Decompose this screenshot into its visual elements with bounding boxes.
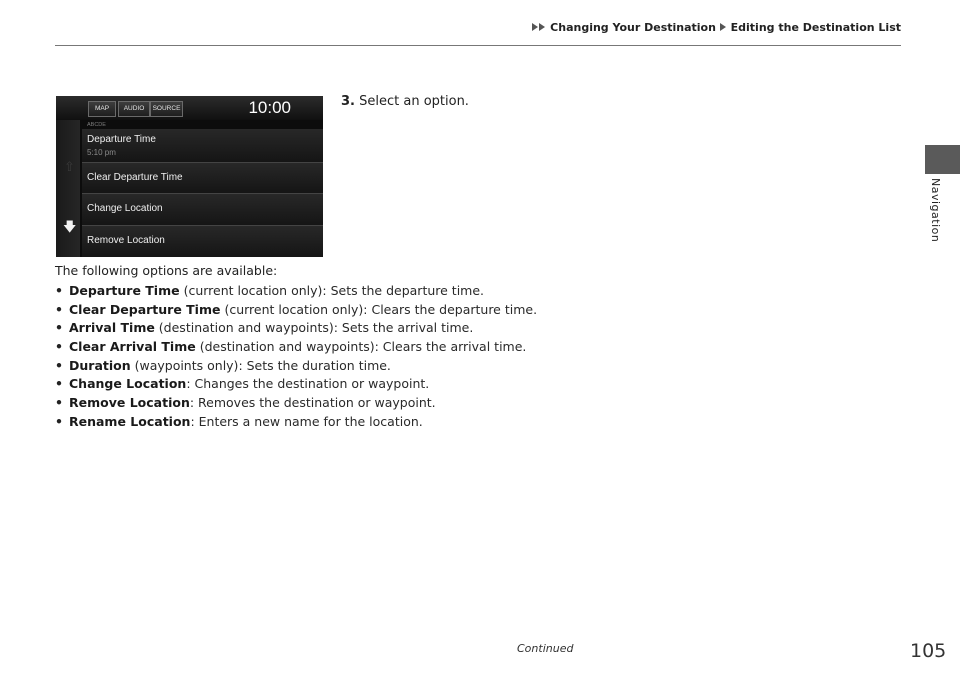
option-desc: (current location only): Clears the departure time. [220, 301, 538, 317]
option-remove-location[interactable] [82, 226, 323, 257]
option-term: Clear Departure Time [69, 301, 221, 317]
list-sublabel: ABCDE [87, 122, 106, 128]
option-term: Duration [69, 357, 131, 373]
step-instruction [341, 94, 469, 109]
step-number: 3. [341, 94, 355, 109]
option-term: Rename Location [69, 413, 191, 429]
bullet-icon: • [55, 357, 63, 373]
options-intro: The following options are available: [55, 263, 278, 278]
option-value: 5:10 pm [87, 148, 116, 157]
options-list [55, 282, 537, 432]
bullet-icon: • [55, 395, 63, 411]
scroll-down-arrow-icon[interactable]: 🡇 [63, 220, 77, 235]
screen-illustration [56, 96, 323, 257]
bullet-icon: • [55, 413, 63, 429]
option-clear-departure-time[interactable] [82, 163, 323, 194]
option-departure-time[interactable] [82, 129, 323, 163]
list-item [55, 338, 537, 357]
continued-label: Continued [517, 642, 574, 655]
bullet-icon: • [55, 301, 63, 317]
option-desc: (current location only): Sets the departure time. [179, 283, 485, 298]
option-change-location[interactable] [82, 194, 323, 226]
bullet-icon: • [55, 339, 63, 355]
list-item [55, 375, 537, 394]
list-item [55, 282, 537, 301]
option-desc: (destination and waypoints): Sets the arrival time. [154, 320, 474, 336]
option-desc: : Enters a new name for the location. [190, 413, 423, 429]
option-label: Clear Departure Time [87, 172, 183, 183]
page-number: 105 [910, 640, 947, 662]
step-text: Select an option. [359, 94, 469, 109]
map-button[interactable]: MAP [88, 101, 116, 117]
option-term: Change Location [69, 376, 187, 392]
breadcrumb-item[interactable]: Editing the Destination List [730, 21, 901, 34]
option-desc: : Removes the destination or waypoint. [189, 395, 436, 411]
option-term: Remove Location [69, 395, 190, 411]
option-desc: (destination and waypoints): Clears the arrival time. [195, 339, 527, 355]
option-label: Change Location [87, 203, 163, 214]
breadcrumb-arrow-icon [532, 23, 538, 31]
option-term: Arrival Time [69, 320, 155, 336]
bullet-icon: • [55, 283, 63, 298]
section-tab [925, 145, 960, 174]
breadcrumb [532, 21, 901, 34]
breadcrumb-arrow-icon [720, 23, 726, 31]
option-term: Departure Time [69, 283, 180, 298]
option-label: Departure Time [87, 134, 156, 145]
list-item [55, 319, 537, 338]
section-label: Navigation [929, 178, 942, 243]
list-item [55, 357, 537, 376]
list-item [55, 413, 537, 432]
option-term: Clear Arrival Time [69, 339, 196, 355]
header-divider [55, 45, 901, 46]
option-label: Remove Location [87, 235, 165, 246]
scroll-column [56, 120, 80, 257]
bullet-icon: • [55, 320, 63, 336]
list-item [55, 301, 537, 320]
screen-top-bar [56, 96, 323, 120]
breadcrumb-arrow-icon [539, 23, 545, 31]
list-item [55, 394, 537, 413]
bullet-icon: • [55, 376, 63, 392]
option-desc: : Changes the destination or waypoint. [186, 376, 430, 392]
clock: 10:00 [248, 98, 291, 117]
scroll-up-arrow-icon[interactable]: ⇧ [64, 160, 75, 175]
option-desc: (waypoints only): Sets the duration time. [130, 357, 391, 373]
source-button[interactable]: SOURCE [150, 101, 183, 117]
breadcrumb-item[interactable]: Changing Your Destination [550, 21, 716, 34]
audio-button[interactable]: AUDIO [118, 101, 150, 117]
